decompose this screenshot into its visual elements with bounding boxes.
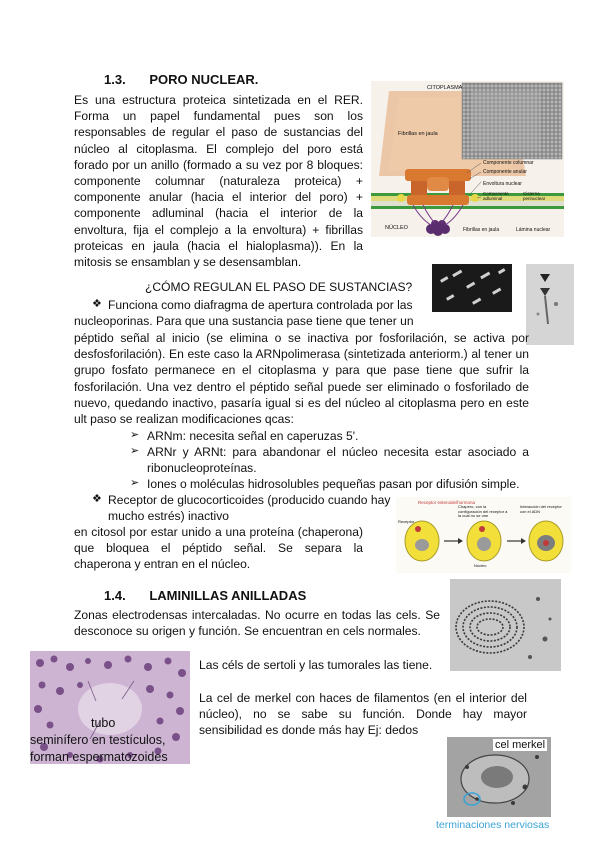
receptor-label-bottom: Núcleo <box>474 563 487 568</box>
section-14-heading <box>104 588 306 603</box>
section-13-title: PORO NUCLEAR. <box>149 72 259 87</box>
caption-tubo-line2: seminífero en testículos, <box>30 733 166 747</box>
pore-micrograph-dark <box>432 264 512 312</box>
nuclear-pore-diagram <box>371 81 564 237</box>
bullet-1-rest: péptido señal al inicio (se elimina o se inactiva por fosforilación, se activa por desfosforilación). En este caso la ARNpolimerasa (sintetizada anteriorm.) al tener un grupo fosfato permanece en el citoplasma y para que pase tiene que sufrir la fosforilación. Una vez dentro el péptido señal puede ser eliminado o fosforilado de nuevo, quedando inactivo, pasaría igual si es del núcleo al citoplasma pero en este ult paso se realizan modificaciones qcas: <box>74 331 529 427</box>
bullet-2-rest: en citosol por estar unido a una proteína (chaperona) que bloquea el péptido señal. Se separa la chaperona y entran en el núcleo. <box>74 525 363 572</box>
sub-bullet-1: ARNm: necesita señal en caperuzas 5'. <box>147 429 359 443</box>
label-envoltura: Envoltura nuclear <box>483 181 522 187</box>
sub-bullet-2-arrow: ➢ <box>130 445 140 457</box>
merkel-cell-micrograph <box>447 737 551 817</box>
bullet-1-line1: Funciona como diafragma de apertura controlada por las <box>108 298 413 312</box>
caption-tubo-line3: forman espermatozoides <box>30 750 168 764</box>
label-citoplasma: CITOPLASMA <box>427 85 463 91</box>
bullet-1-symbol: ❖ <box>92 298 102 310</box>
section-13-heading <box>104 72 258 87</box>
caption-tubo-line1: tubo <box>91 716 116 730</box>
receptor-diagram <box>396 497 571 573</box>
bullet-2-symbol: ❖ <box>92 493 102 505</box>
label-nucleo: NÚCLEO <box>385 225 408 231</box>
merkel-text: La cel de merkel con haces de filamentos (en el interior del núcleo), no se sabe su función. Donde hay mayor sensibilidad es donde más hay Ej: dedos <box>199 691 527 738</box>
sertoli-text: Las céls de sertoli y las tumorales las tiene. <box>199 658 433 672</box>
pore-micrograph-light <box>526 264 574 345</box>
label-cisterna: Cisterna perinuclear <box>523 191 546 201</box>
receptor-label-left: Receptor <box>398 519 415 524</box>
bullet-1-line2: nucleoporinas. Para que una sustancia pase tiene que tener un <box>74 314 414 328</box>
receptor-title: Receptor esteroide/hormona <box>418 500 476 505</box>
annulate-lamellae-micrograph <box>450 579 561 671</box>
label-columnar: Componente columnar <box>483 160 534 166</box>
bullet-2-line1: Receptor de glucocorticoides (producido cuando hay <box>108 493 391 507</box>
sub-bullet-3-arrow: ➢ <box>130 477 140 489</box>
label-fibrillas-top: Fibrillas en jaula <box>398 131 438 137</box>
receptor-step2: Interacción del receptor con el ADN <box>520 504 562 514</box>
section-13-number: 1.3. <box>104 72 126 87</box>
label-anular: Componente anular <box>483 169 527 175</box>
caption-terminaciones: terminaciones nerviosas <box>436 819 550 831</box>
sub-bullet-3: Iones o moléculas hidrosolubles pequeñas pasan por difusión simple. <box>147 477 520 491</box>
label-lamina: Lámina nuclear <box>516 227 551 233</box>
label-fibrillas-bottom: Fibrillas en jaula <box>463 227 500 233</box>
section-14-paragraph: Zonas electrodensas intercaladas. No ocurre en todas las cels. Se desconoce su origen y función. Se encuentran en cels normales. <box>74 608 440 639</box>
caption-cel-merkel: cel merkel <box>495 739 546 751</box>
receptor-step1: Chapero, con la configuración del receptor a la cual no se une <box>458 504 508 518</box>
section-14-title: LAMINILLAS ANILLADAS <box>149 588 307 603</box>
sub-bullet-2: ARNr y ARNt: para abandonar el núcleo necesita estar asociado a ribonucleoproteínas. <box>147 445 529 476</box>
bullet-2-line2: mucho estrés) inactivo <box>108 509 229 523</box>
section-14-number: 1.4. <box>104 588 126 603</box>
sub-bullet-1-arrow: ➢ <box>130 429 140 441</box>
label-adluminal: Componente adluminal <box>483 191 509 201</box>
seminiferous-tubule-histology <box>30 651 190 764</box>
regulation-subheading: ¿CÓMO REGULAN EL PASO DE SUSTANCIAS? <box>145 280 413 294</box>
section-13-paragraph: Es una estructura proteica sintetizada en el RER. Forma un papel fundamental pues son los responsables de regular el paso de sustancias del núcleo al citoplasma. El complejo del poro está forado por un anillo (formado a su vez por 8 bloques: componente columnar (naturaleza proteica) + componente anular (hacia el interior del poro) + componente adluminal (hacia el interior de la envoltura, fija el complejo a la envoltura) + fibrillas proteicas en jaula (hacia el hialoplasma)). En la mitosis se ensamblan y se desensamblan. <box>74 93 363 270</box>
